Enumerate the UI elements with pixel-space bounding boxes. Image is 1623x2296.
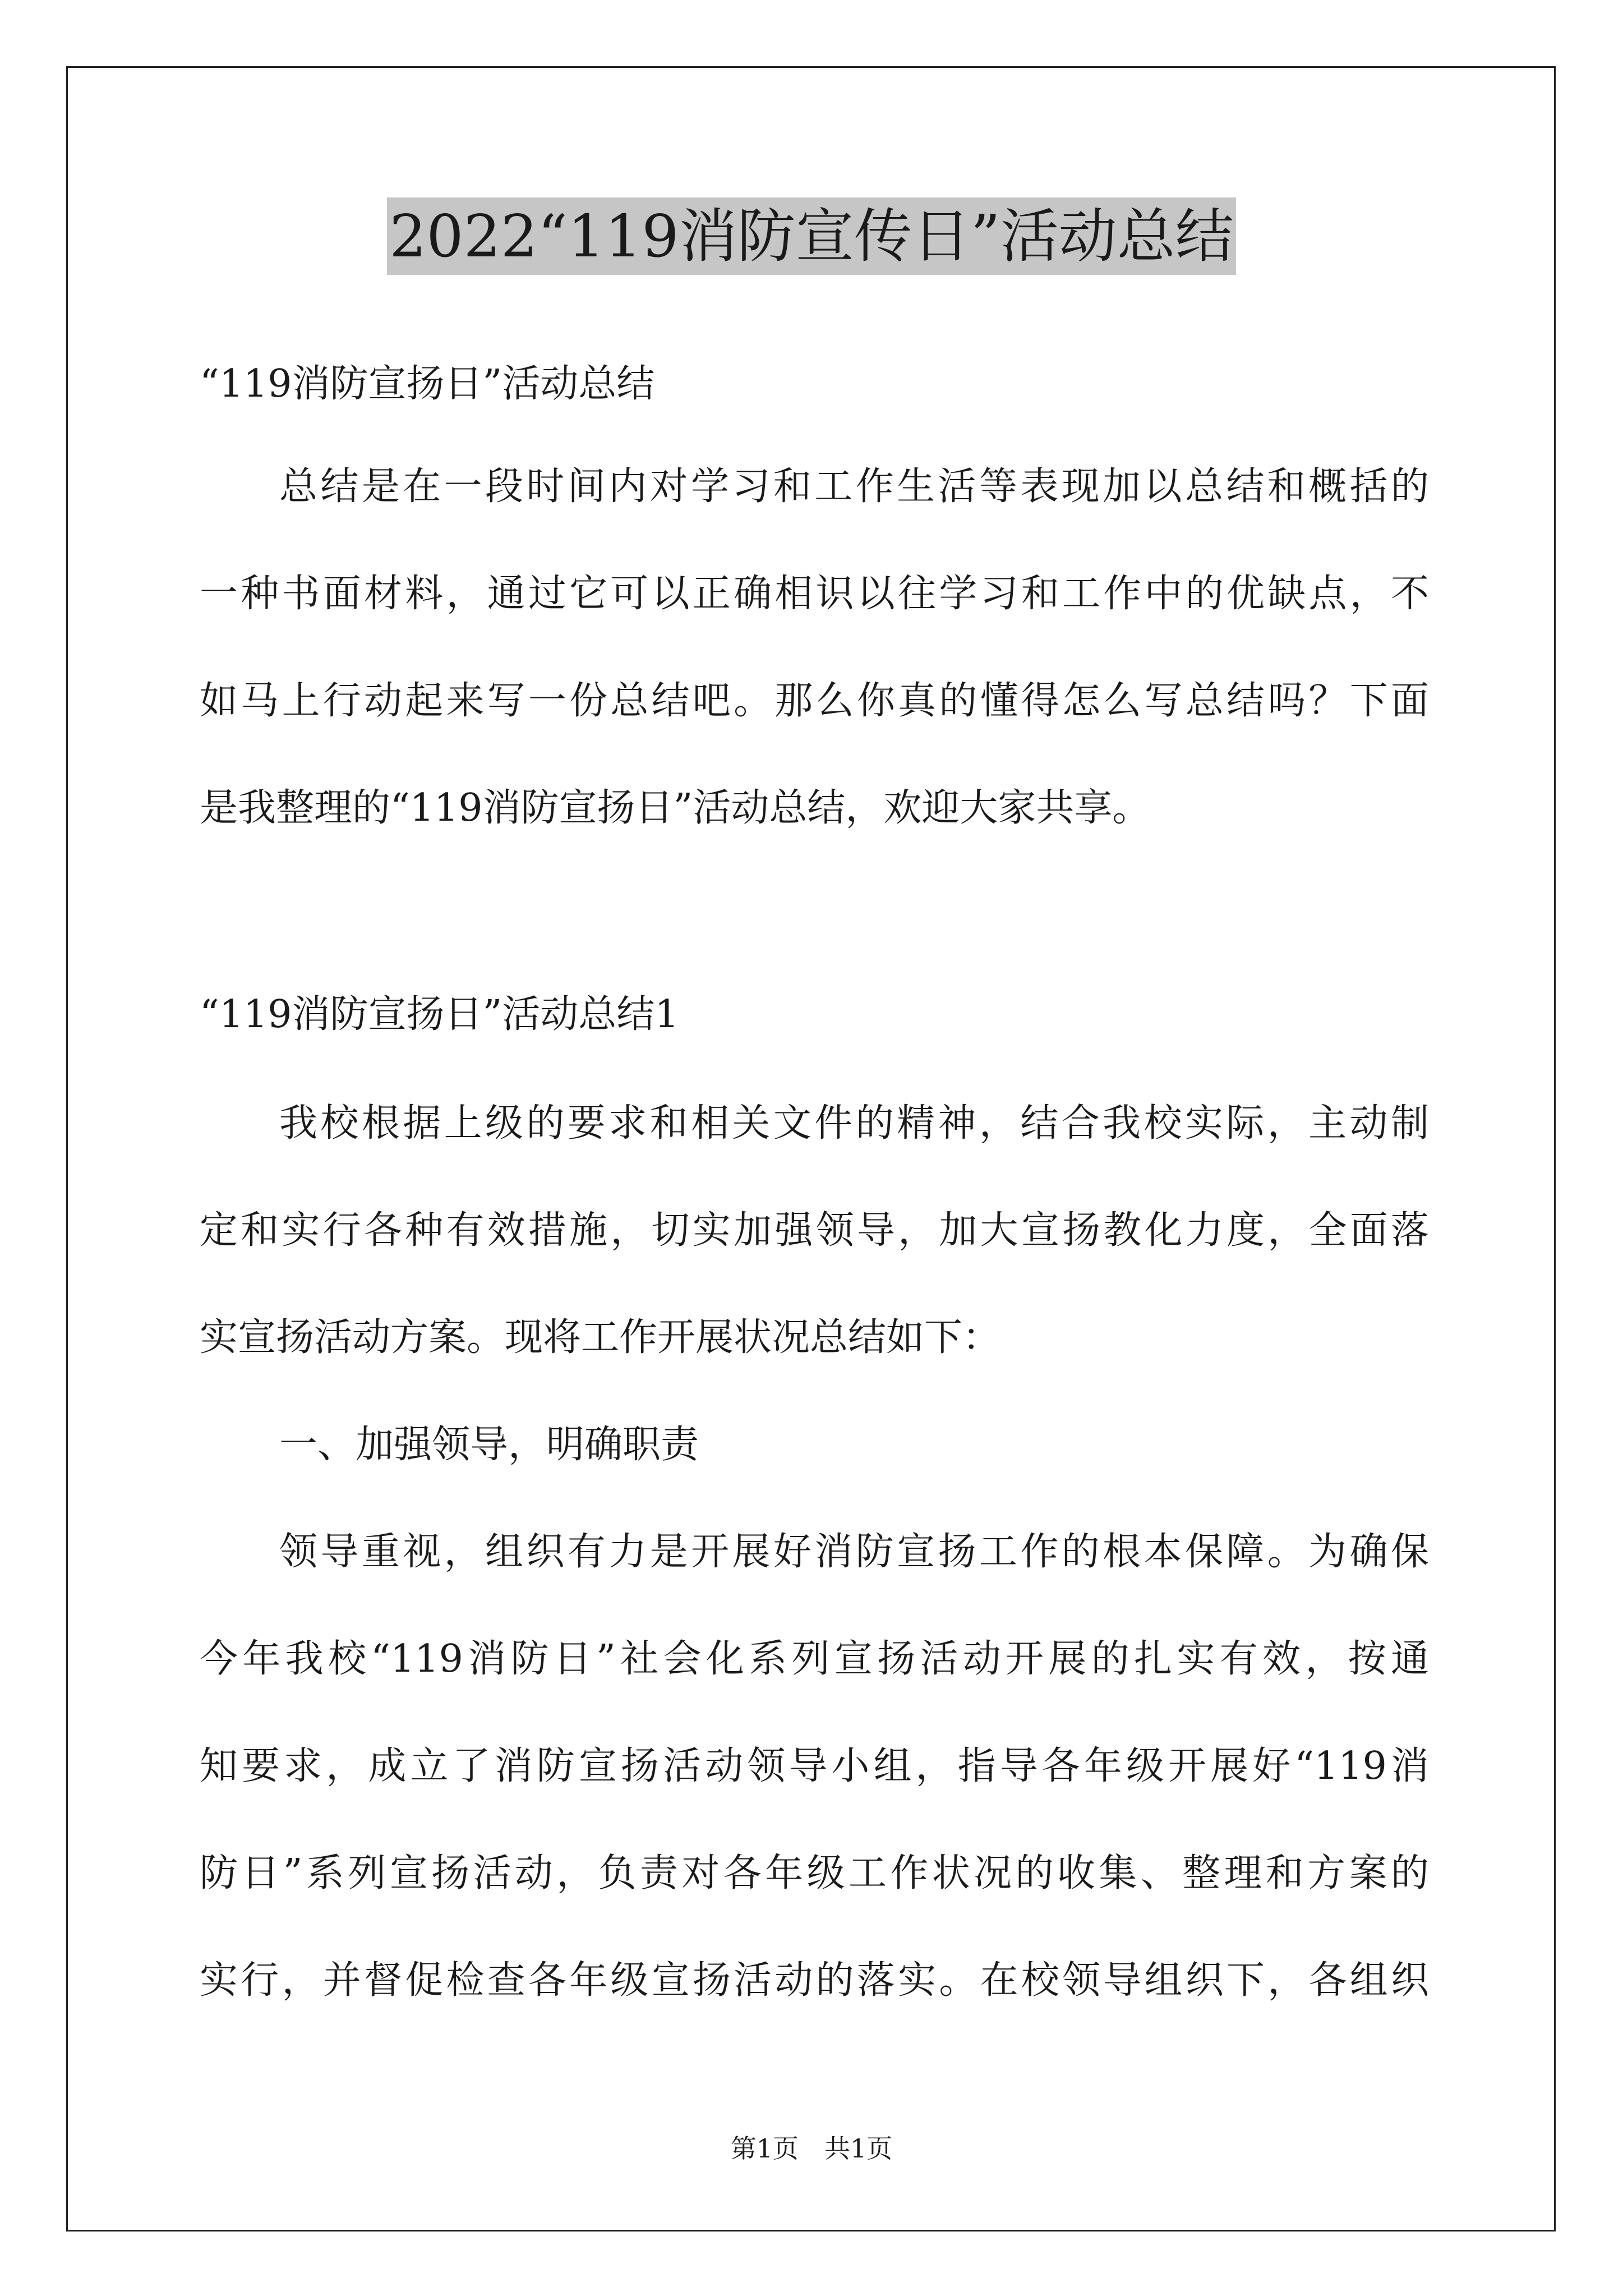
subtitle: “119消防宣扬日”活动总结 [200, 362, 655, 406]
part-line-5: 实行，并督促检查各年级宣扬活动的落实。在校领导组织下，各组织 [200, 1958, 1429, 2003]
part-line-1: 领导重视，组织有力是开展好消防宣扬工作的根本保障。为确保 [279, 1530, 1429, 1574]
page-footer: 第1页 共1页 [730, 2133, 893, 2164]
intro-line-3: 如马上行动起来写一份总结吧。那么你真的懂得怎么写总结吗？下面 [200, 679, 1429, 723]
intro-line-1: 总结是在一段时间内对学习和工作生活等表现加以总结和概括的 [279, 464, 1429, 509]
part-heading: 一、加强领导，明确职责 [279, 1423, 699, 1467]
document-title: 2022“119消防宣传日”活动总结 [387, 197, 1236, 275]
part-line-3: 知要求，成立了消防宣扬活动领导小组，指导各年级开展好“119消 [200, 1744, 1429, 1788]
section-line-2: 定和实行各种有效措施，切实加强领导，加大宣扬教化力度，全面落 [200, 1208, 1429, 1253]
section-line-3: 实宣扬活动方案。现将工作开展状况总结如下： [200, 1315, 1001, 1360]
section-heading: “119消防宣扬日”活动总结1 [200, 992, 679, 1037]
intro-line-2: 一种书面材料，通过它可以正确相识以往学习和工作中的优缺点，不 [200, 572, 1429, 616]
intro-line-4: 是我整理的“119消防宣扬日”活动总结，欢迎大家共享。 [200, 786, 1151, 830]
part-line-4: 防日”系列宣扬活动，负责对各年级工作状况的收集、整理和方案的 [200, 1851, 1429, 1895]
title-container [0, 197, 1623, 275]
section-line-1: 我校根据上级的要求和相关文件的精神，结合我校实际，主动制 [279, 1101, 1429, 1145]
part-line-2: 今年我校“119消防日”社会化系列宣扬活动开展的扎实有效，按通 [200, 1637, 1429, 1681]
